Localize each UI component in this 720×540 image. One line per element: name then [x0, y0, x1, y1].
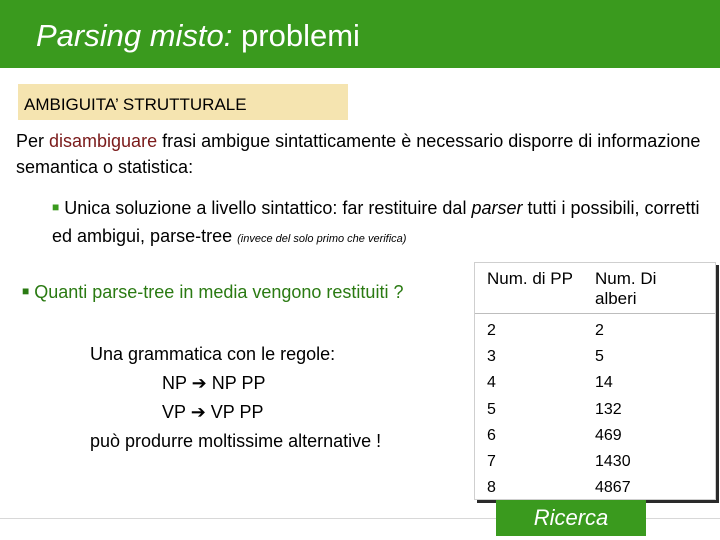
table-cell: 4	[487, 374, 496, 392]
bullet-syntactic-solution	[52, 195, 720, 252]
intro-pre: Per	[16, 131, 50, 151]
grammar-line1: Una grammatica con le regole:	[90, 344, 336, 364]
results-table	[474, 262, 716, 500]
slide-title	[36, 18, 360, 54]
table-cell: 469	[595, 426, 622, 444]
table-cell: 4867	[595, 479, 631, 497]
table-cell: 132	[595, 400, 622, 418]
question-bullet	[22, 282, 403, 303]
intro-post: frasi ambigue sintatticamente è necessario disporre di informazione semantica o statistica:	[16, 131, 701, 177]
grammar-rule-vp: VP ➔ VP PP	[162, 402, 264, 422]
section-label: AMBIGUITA’ STRUTTURALE	[24, 95, 247, 114]
table-cell: 3	[487, 348, 496, 366]
bullet1-post: tutti i possibili, corretti ed ambigui, parse-tree	[52, 198, 700, 246]
table-cell: 6	[487, 426, 496, 444]
table-cell: 7	[487, 453, 496, 471]
table-cell: 14	[595, 374, 613, 392]
bullet1-small: (invece del solo primo che verifica)	[237, 233, 407, 245]
intro-paragraph	[16, 128, 706, 180]
grammar-block	[90, 340, 381, 456]
title-rest: problemi	[232, 18, 360, 53]
column-trees	[595, 318, 631, 501]
intro-highlight: disambiguare	[49, 131, 158, 151]
grammar-rule-np: NP ➔ NP PP	[162, 373, 266, 393]
question-text: Quanti parse-tree in media vengono restituiti ?	[29, 282, 404, 302]
bullet1-pre: Unica soluzione a livello sintattico: far restituire dal	[59, 198, 472, 218]
table-header-trees: Num. Di alberi	[595, 269, 657, 308]
bullet-square-icon: ■	[52, 200, 60, 214]
table-cell: 8	[487, 479, 496, 497]
bullet-square-icon: ■	[22, 284, 30, 298]
title-italic: Parsing misto:	[36, 18, 233, 53]
ricerca-button[interactable]: Ricerca	[496, 500, 646, 536]
column-pp	[487, 318, 496, 501]
grammar-line2: può produrre moltissime alternative !	[90, 431, 382, 451]
table-cell: 2	[487, 322, 496, 339]
table-cell: 5	[595, 348, 604, 366]
bullet1-italic: parser	[471, 198, 523, 218]
table-cell: 5	[487, 400, 496, 418]
table-header-pp: Num. di PP	[487, 269, 573, 288]
table-cell: 1430	[595, 453, 631, 471]
table-cell: 2	[595, 322, 604, 339]
header-separator	[475, 313, 715, 314]
